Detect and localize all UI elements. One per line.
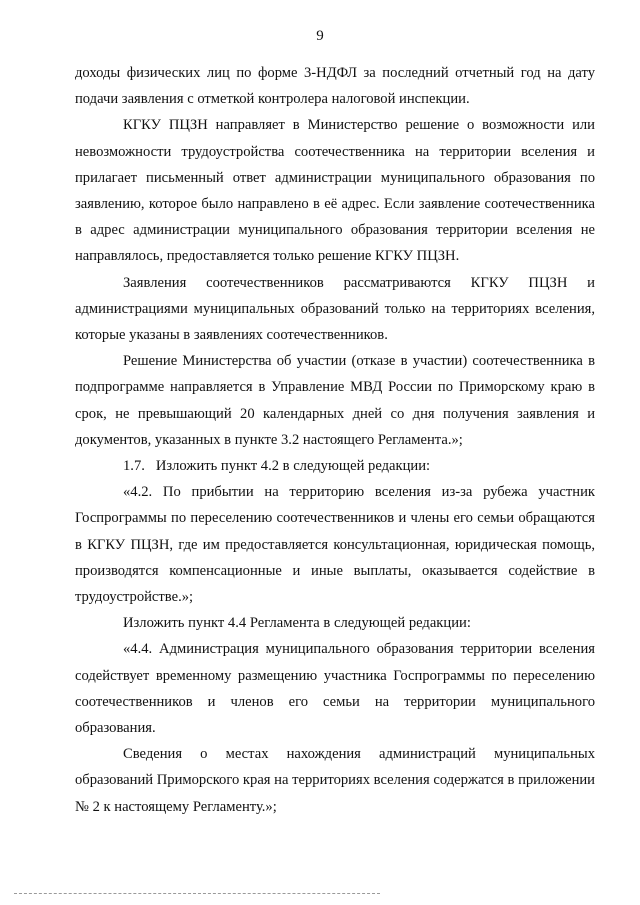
paragraph-1: доходы физических лиц по форме 3-НДФЛ за последний отчетный год на дату подачи заявления с отметкой контролера налоговой инспекции.: [75, 65, 595, 108]
paragraph-4: Решение Министерства об участии (отказе в участии) соотечественника в подпрограмме направляется в Управление МВД России по Приморскому краю в срок, не превышающий 20 календарных дней со дня получения заявления и документов, указанных в пункте 3.2 настоящего Регламента.»;: [75, 353, 595, 448]
paragraph-7: Изложить пункт 4.4 Регламента в следующей редакции:: [123, 615, 471, 632]
paragraph-8: «4.4. Администрация муниципального образования территории вселения содействует временному размещению участника Госпрограммы по переселению соотечественников и членов его семьи на территории муниципального образования.: [75, 641, 595, 737]
document-body: [75, 60, 595, 820]
paragraph-9: Сведения о местах нахождения администраций муниципальных образований Приморского края на территориях вселения содержатся в приложении № 2 к настоящему Регламенту.»;: [75, 746, 595, 815]
paragraph-3: Заявления соотечественников рассматриваются КГКУ ПЦЗН и администрациями муниципальных образований только на территориях вселения, которые указаны в заявлениях соотечественников.: [75, 274, 595, 344]
paragraph-2: КГКУ ПЦЗН направляет в Министерство решение о возможности или невозможности трудоустройства соотечественника на территории вселения и прилагает письменный ответ администрации муниципального образования по заявлению, которое было направлено в её адрес. Если заявление соотечественника в адрес администрации муниципального образования территории вселения не направлялось, предоставляется только решение КГКУ ПЦЗН.: [75, 117, 595, 265]
bottom-rule: [14, 893, 380, 894]
paragraph-5: 1.7. Изложить пункт 4.2 в следующей редакции:: [123, 458, 431, 475]
paragraph-6: «4.2. По прибытии на территорию вселения из-за рубежа участник Госпрограммы по переселению соотечественников и члены его семьи обращаются в КГКУ ПЦЗН, где им предоставляется консультационная, юридическая помощь, производятся компенсационные и иные выплаты, оказывается содействие в трудоустройстве.»;: [75, 484, 595, 606]
page-number: 9: [316, 28, 324, 44]
